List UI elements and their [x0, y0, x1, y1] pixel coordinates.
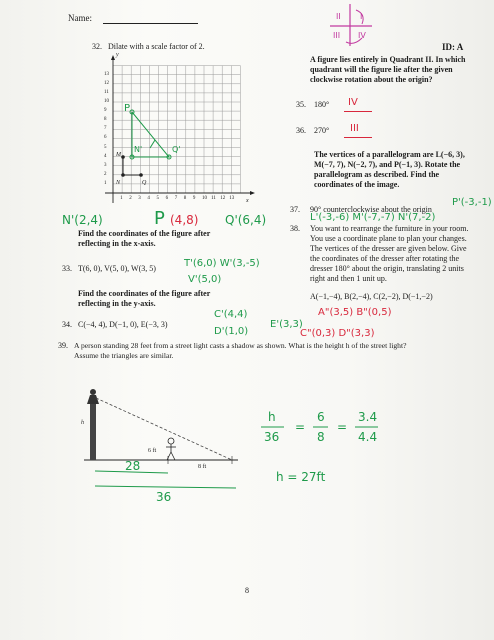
graph-hw-n: N' — [134, 145, 143, 154]
x-tick-label: 4 — [147, 196, 150, 201]
ratio-eq-1: = — [295, 420, 306, 434]
ratio-mid-num: 6 — [317, 410, 325, 424]
q32-answer-n: N'(2,4) — [62, 213, 103, 227]
y-tick-label: 9 — [104, 108, 107, 114]
fig-person-label: 6 ft — [148, 448, 157, 454]
q38-number: 38. — [290, 224, 300, 233]
point-q-label: Q — [142, 180, 147, 186]
ratio-right-den: 4.4 — [358, 430, 378, 444]
q39-number: 39. — [58, 341, 68, 350]
q35-text: 180° — [314, 100, 330, 109]
q39-line-1: A person standing 28 feet from a street light casts a shadow as shown. What is the height h of the street light? — [74, 341, 407, 350]
q38-line-6: right and then 1 unit up. — [310, 274, 387, 283]
ratio-left-num: h — [268, 410, 276, 424]
q38-hw-line1: A"(3,5) B"(0,5) — [318, 307, 392, 318]
q32-prompt: Dilate with a scale factor of 2. — [108, 42, 205, 51]
q37-hw-p: P'(-3,-1) — [452, 197, 492, 208]
q34-hw-c: C'(4,4) — [214, 309, 248, 320]
y-tick-label: 8 — [104, 117, 107, 123]
hw-28: 28 — [125, 459, 141, 473]
q35-number: 35. — [296, 100, 306, 109]
parallelogram-line-4: coordinates of the image. — [314, 180, 400, 189]
x-tick-label: 8 — [183, 196, 187, 201]
q38-line-4: the coordinates of the dresser after rotating the — [310, 254, 460, 263]
q32-answer-p: (4,8) — [170, 213, 199, 227]
ratio-right-num: 3.4 — [358, 410, 378, 424]
parallelogram-line-2: M(−7, 7), N(−2, 7), and P(−1, 3). Rotate the — [314, 160, 461, 169]
reflect-x-prompt-1: Find the coordinates of the figure after — [78, 229, 211, 238]
hw-36: 36 — [156, 490, 172, 504]
y-tick-label: 5 — [104, 144, 107, 150]
ratio-eq-2: = — [337, 420, 348, 434]
q39-line-2: Assume the triangles are similar. — [74, 351, 174, 360]
y-tick-label: 6 — [104, 135, 107, 141]
x-tick-label: 5 — [156, 196, 159, 201]
q32-answer-q: Q'(6,4) — [225, 213, 267, 227]
q32-number: 32. — [92, 42, 102, 51]
q38-hw-line2: C"(0,3) D"(3,3) — [300, 328, 375, 339]
q33-hw-line2: V'(5,0) — [188, 274, 222, 285]
q38-coords: A(−1,−4), B(2,−4), C(2,−2), D(−1,−2) — [310, 292, 433, 301]
x-tick-label: 10 — [202, 196, 207, 201]
q33-hw-line1: T'(6,0) W'(3,-5) — [184, 258, 260, 269]
q36-text: 270° — [314, 126, 330, 135]
x-tick-label: 6 — [165, 196, 169, 201]
q38-line-1: You want to rearrange the furniture in your room. — [310, 224, 469, 233]
q38-line-3: The vertices of the dresser are given below. Give — [310, 244, 467, 253]
q36-number: 36. — [296, 126, 306, 135]
quad-label-iv: IV — [358, 31, 366, 40]
q34-text: C(−4, 4), D(−1, 0), E(−3, 3) — [78, 320, 168, 329]
x-axis-label: x — [246, 198, 249, 204]
fig-h-label: h — [81, 420, 84, 426]
reflect-y-prompt-1: Find the coordinates of the figure after — [78, 289, 211, 298]
parallelogram-line-3: parallelogram as described. Find the — [314, 170, 440, 179]
x-tick-label: 11 — [211, 196, 216, 201]
reflect-y-prompt-2: reflecting in the y-axis. — [78, 299, 156, 308]
x-tick-label: 2 — [129, 196, 132, 201]
page-number: 8 — [245, 586, 249, 595]
y-axis-label: y — [116, 52, 119, 58]
quad-label-ii: II — [336, 12, 341, 21]
y-tick-label: 12 — [104, 80, 109, 86]
name-label: Name: — [68, 13, 92, 23]
x-tick-label: 13 — [229, 196, 235, 201]
y-tick-label: 11 — [104, 89, 109, 95]
quadrant-prompt-1: A figure lies entirely in Quadrant II. In which — [310, 55, 466, 64]
ratio-left-den: 36 — [264, 430, 280, 444]
x-tick-label: 12 — [220, 196, 226, 201]
point-m-label: M — [116, 152, 121, 158]
fig-shadow-label: 8 ft — [198, 464, 207, 470]
q35-hw: IV — [348, 97, 358, 108]
q33-text: T(6, 0), V(5, 0), W(3, 5) — [78, 264, 156, 273]
y-tick-label: 3 — [104, 162, 107, 168]
quadrant-prompt-3: clockwise rotation about the origin? — [310, 75, 433, 84]
y-tick-label: 4 — [104, 153, 107, 159]
q34-hw-d: D'(1,0) — [214, 326, 249, 337]
x-tick-label: 7 — [174, 196, 178, 201]
graph-hw-p: P — [124, 103, 131, 114]
id-label: ID: A — [442, 42, 464, 52]
q34-number: 34. — [62, 320, 72, 329]
x-tick-label: 3 — [138, 196, 141, 201]
q37-hw-line: L'(-3,-6) M'(-7,-7) N'(7,-2) — [310, 212, 436, 223]
graph-hw-q: Q' — [172, 145, 181, 154]
ratio-mid-den: 8 — [317, 430, 325, 444]
q36-hw: III — [350, 123, 359, 134]
q33-number: 33. — [62, 264, 72, 273]
x-tick-label: 9 — [192, 196, 196, 201]
q34-hw-e: E'(3,3) — [270, 319, 303, 330]
point-n-label: N — [116, 180, 121, 186]
x-tick-label: 1 — [120, 196, 123, 201]
quad-label-i: I — [360, 12, 363, 21]
q37-text: 90° counterclockwise about the origin — [310, 205, 432, 214]
q32-answer-p-letter: P — [154, 208, 165, 229]
q37-number: 37. — [290, 205, 300, 214]
quad-label-iii: III — [333, 31, 341, 40]
y-tick-label: 10 — [104, 99, 109, 104]
y-tick-label: 1 — [104, 180, 107, 186]
q38-line-2: You use a coordinate plane to plan your changes. — [310, 234, 467, 243]
y-tick-label: 13 — [104, 71, 109, 77]
q39-hw-answer: h = 27ft — [276, 470, 326, 484]
reflect-x-prompt-2: reflecting in the x-axis. — [78, 239, 156, 248]
parallelogram-line-1: The vertices of a parallelogram are L(−6, 3), — [314, 150, 465, 159]
y-tick-label: 7 — [104, 126, 107, 132]
quadrant-prompt-2: quadrant will the figure lie after the given — [310, 65, 453, 74]
q38-line-5: dresser 180° about the origin, translating 2 units — [310, 264, 464, 273]
y-tick-label: 2 — [104, 171, 107, 177]
